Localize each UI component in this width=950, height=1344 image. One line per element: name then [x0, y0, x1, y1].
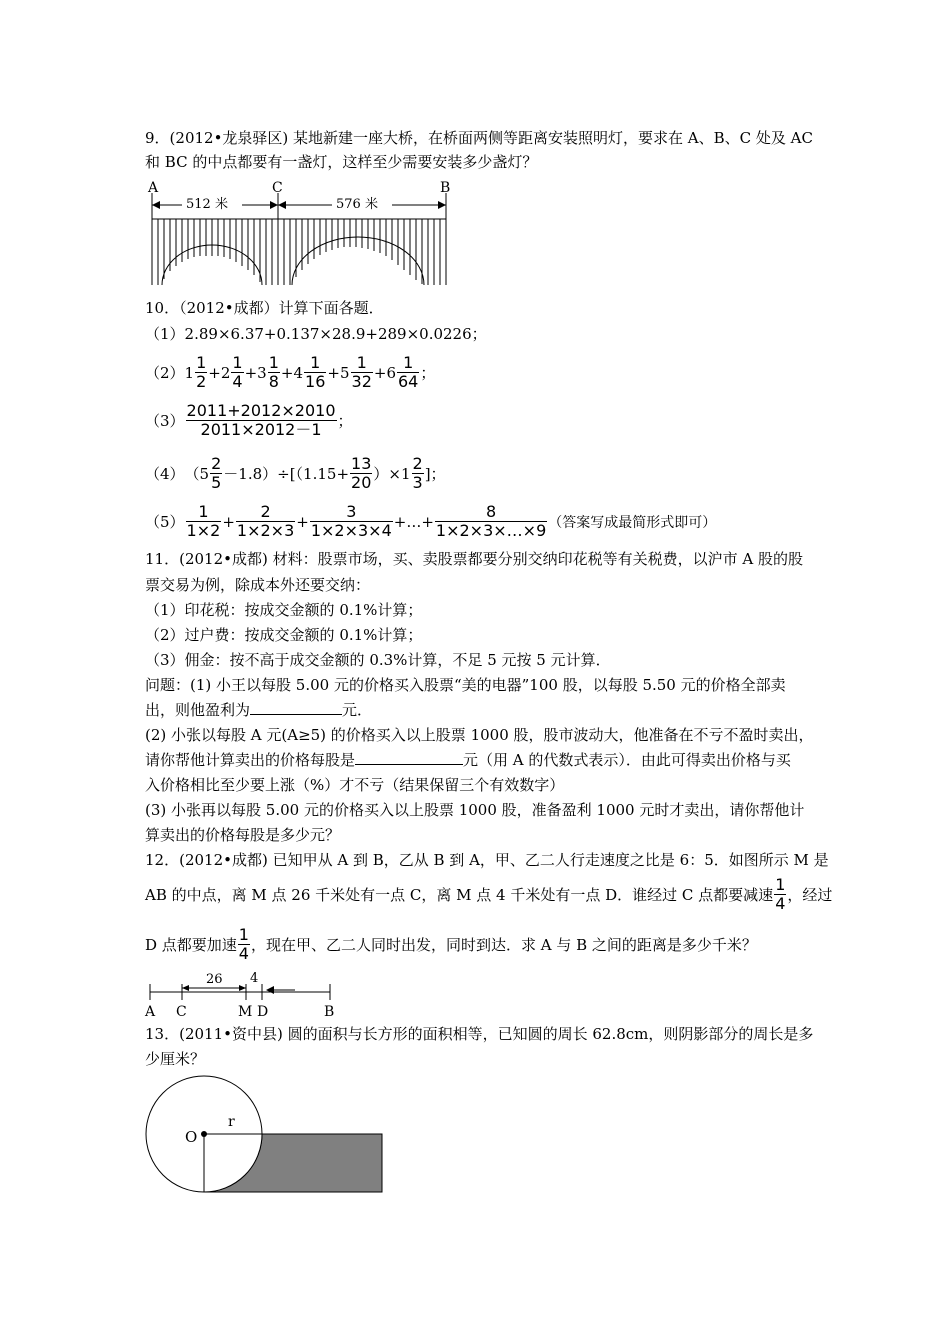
q9-line2: 和 BC 的中点都要有一盏灯，这样至少需要安装多少盏灯？	[145, 153, 538, 171]
bridge-dist-cb: 576 米	[336, 197, 378, 212]
q10-part2	[145, 354, 435, 391]
diagram-dist-md: 4	[250, 971, 259, 986]
q11-line1: 11．(2012•成都) 材料：股票市场，买、卖股票都要分别交纳印花税等有关税费，以沪市 A 股的股	[145, 550, 803, 568]
bridge-figure	[140, 175, 450, 290]
fraction: $\frac{8}{1\times 2\times 3\times\dots\times 9}$	[435, 502, 547, 540]
mixed-whole: 2	[220, 363, 231, 382]
mixed-whole: 4	[293, 363, 304, 382]
operator: +	[280, 363, 294, 382]
q11-line2: 票交易为例，除成本外还要交纳：	[145, 576, 371, 594]
fraction: $\frac{1}{64}$	[398, 353, 419, 391]
q11-question1-line1: 问题：(1) 小王以每股 5.00 元的价格买入股票“美的电器”100 股，以每股 5.50 元的价格全部卖	[145, 676, 786, 694]
q10-part5-note: （答案写成最简形式即可）	[548, 514, 717, 531]
fraction: $\frac{1}{2}$	[196, 353, 207, 391]
q11-question2-line2: 请你帮他计算卖出的价格每股是 元（用 A 的代数式表示）．由此可得卖出价格与买	[145, 751, 791, 769]
fraction: $\frac{1}{1\times 2}$	[186, 502, 221, 540]
q11-question2-line3: 入价格相比至少要上涨（%）才不亏（结果保留三个有效数字）	[145, 776, 565, 794]
q10-part4-prefix: （4）	[145, 465, 185, 483]
operator: +6	[373, 363, 396, 382]
q10-part2-prefix: （2）	[145, 364, 185, 382]
fraction: $\frac{1}{4}$	[238, 925, 249, 963]
operator: +5	[327, 363, 350, 382]
answer-blank[interactable]	[250, 700, 342, 715]
mixed-whole: 1	[184, 363, 195, 382]
q10-part1: （1）2.89×6.37+0.137×28.9+289×0.0226；	[145, 325, 487, 343]
q11-item3: （3）佣金：按不高于成交金额的 0.3%计算，不足 5 元按 5 元计算．	[145, 651, 611, 669]
fraction: $\frac{2011+2012\times 2010}{2011\times 2012-1}$	[186, 401, 336, 439]
expr-text: ）×1	[373, 465, 411, 483]
mixed-whole: 3	[257, 363, 267, 382]
q9-line1: 9．(2012•龙泉驿区) 某地新建一座大桥，在桥面两侧等距离安装照明灯，要求在 A、B、C 处及 AC	[145, 129, 813, 147]
fraction: $\frac{1}{4}$	[232, 353, 243, 391]
expr-text: ]；	[424, 465, 446, 483]
radius-label: r	[228, 1114, 235, 1130]
q10-part4	[145, 455, 446, 492]
q13-line2: 少厘米？	[145, 1050, 206, 1068]
distance-diagram	[140, 968, 340, 1020]
expr-text: －1.8）÷[（1.15+	[223, 465, 350, 483]
operator: +	[208, 363, 221, 382]
q10-part3	[145, 402, 353, 439]
q12-line3: D 点都要加速 $\frac{1}{4}$ ，现在甲、乙二人同时出发，同时到达．求 A 与 B 之间的距离是多少千米？	[145, 925, 757, 963]
fraction: $\frac{13}{20}$	[351, 454, 372, 492]
q10-title: 10．（2012•成都）计算下面各题．	[145, 299, 384, 317]
q10-part5: （5） $\frac{1}{1\times 2}$ + $\frac{2}{1\times 2\times 3}$ + $\frac{3}{1\times 2\times 3\times 4}$ +…+ $\frac{8}{1\times 2\times 3\times\dots\times 9}$ （答案写成最简形式即可）	[145, 502, 717, 540]
q10-part5-prefix: （5）	[145, 513, 185, 531]
bridge-label-a: A	[148, 180, 159, 196]
diagram-label-m: M	[238, 1004, 253, 1020]
fraction: $\frac{2}{3}$	[412, 454, 423, 492]
q11-item1: （1）印花税：按成交金额的 0.1%计算；	[145, 601, 423, 619]
diagram-label-b: B	[324, 1004, 335, 1020]
fraction: $\frac{2}{1\times 2\times 3}$	[236, 502, 295, 540]
q12-line1: 12．(2012•成都) 已知甲从 A 到 B，乙从 B 到 A，甲、乙二人行走速度之比是 6：5．如图所示 M 是	[145, 851, 829, 869]
fraction: $\frac{1}{4}$	[775, 875, 786, 913]
diagram-label-d: D	[257, 1004, 269, 1020]
circle-center-label: O	[185, 1128, 198, 1146]
q11-question2-line1: (2) 小张以每股 A 元(A≥5) 的价格买入以上股票 1000 股，股市波动大，他准备在不亏不盈时卖出，	[145, 726, 814, 744]
q11-question3-line2: 算卖出的价格每股是多少元？	[145, 826, 341, 844]
diagram-dist-cm: 26	[206, 972, 223, 987]
ellipsis: +…+	[393, 512, 434, 531]
answer-blank[interactable]	[355, 750, 463, 765]
q11-question1-line2: 出，则他盈利为 元．	[145, 701, 373, 719]
fraction: $\frac{1}{8}$	[268, 353, 279, 391]
q13-line1: 13．(2011•资中县) 圆的面积与长方形的面积相等，已知圆的周长 62.8cm，则阴影部分的周长是多	[145, 1025, 814, 1043]
fraction: $\frac{1}{16}$	[305, 353, 326, 391]
bridge-dist-ac: 512 米	[186, 197, 228, 212]
circle-rectangle-figure	[140, 1070, 390, 1198]
q12-line2: AB 的中点，离 M 点 26 千米处有一点 C，离 M 点 4 千米处有一点 D．谁经过 C 点都要减速 $\frac{1}{4}$ ，经过	[145, 875, 833, 913]
diagram-label-a: A	[145, 1004, 156, 1020]
bridge-label-b: B	[440, 180, 450, 196]
bridge-label-c: C	[272, 180, 283, 196]
fraction: $\frac{2}{5}$	[211, 454, 222, 492]
diagram-label-c: C	[176, 1004, 187, 1020]
q10-part3-prefix: （3）	[145, 412, 185, 430]
fraction: $\frac{1}{32}$	[351, 353, 372, 391]
operator: +	[244, 363, 258, 382]
expr-text: （5	[184, 465, 210, 483]
q11-question3-line1: (3) 小张再以每股 5.00 元的价格买入以上股票 1000 股，准备盈利 1000 元时才卖出，请你帮他计	[145, 801, 805, 819]
q10-part3-suffix: ；	[337, 412, 353, 430]
q11-item2: （2）过户费：按成交金额的 0.1%计算；	[145, 626, 423, 644]
fraction: $\frac{3}{1\times 2\times 3\times 4}$	[310, 502, 392, 540]
q10-part2-suffix: ；	[420, 364, 436, 382]
